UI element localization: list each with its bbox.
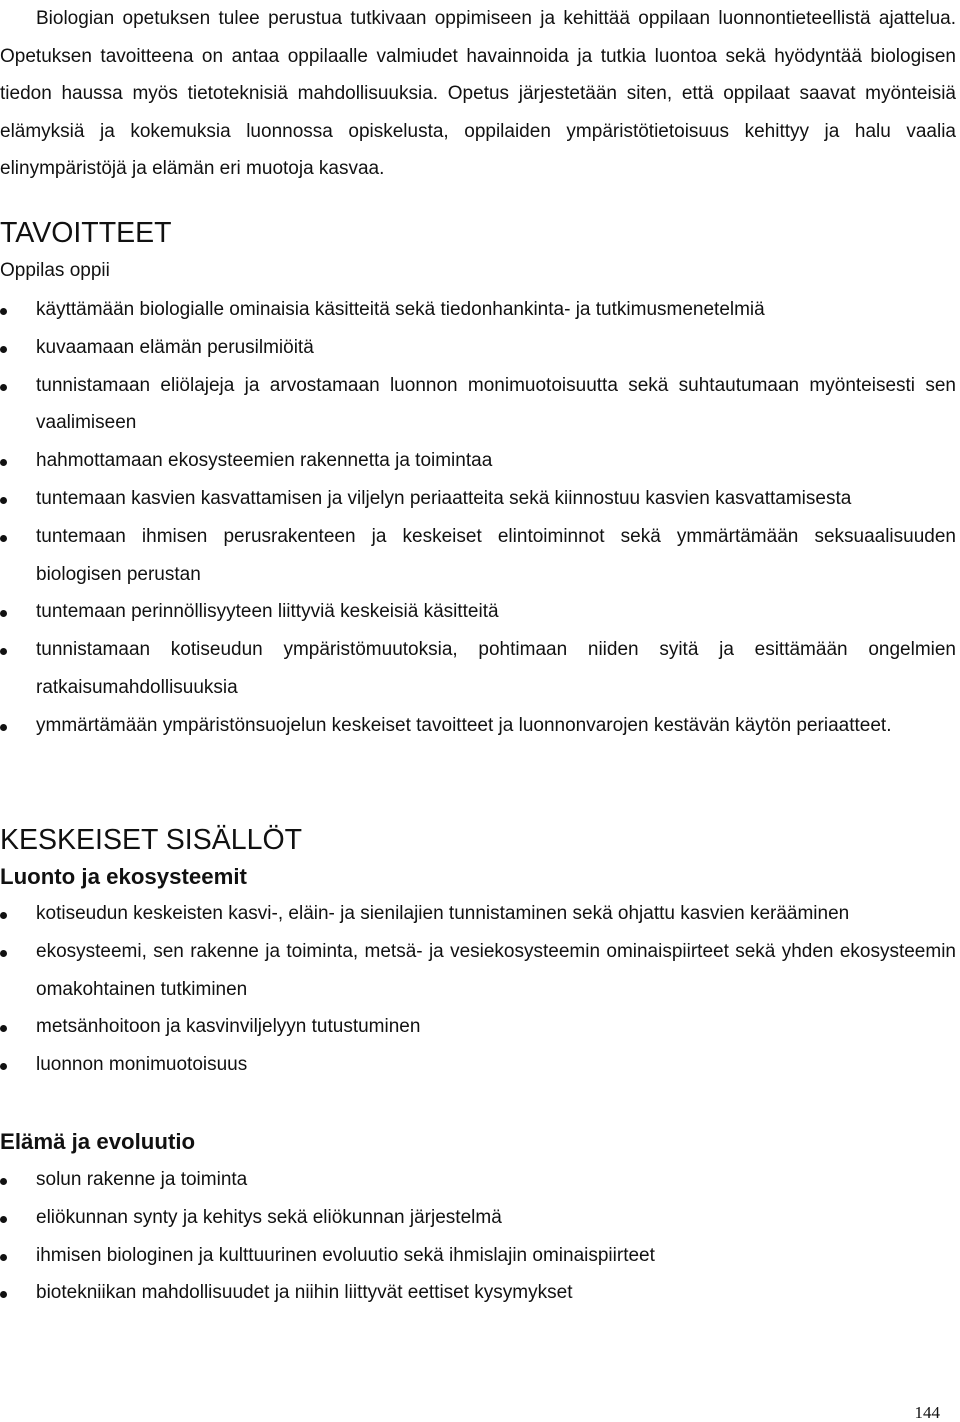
page-number: 144 <box>914 1403 940 1422</box>
bullet-icon <box>0 1216 7 1223</box>
intro-paragraph: Biologian opetuksen tulee perustua tutkivaan oppimiseen ja kehittää oppilaan luonnontieteellistä ajattelua. Opetuksen tavoitteena on antaa oppilaalle valmiudet havainnoida ja tutkia luontoa sekä hyödyntää biologisen tiedon haussa myös tietoteknisiä mahdollisuuksia. Opetus järjestetään siten, että oppilaat saavat myönteisiä elämyksiä ja kokemuksia luonnossa opiskelusta, oppilaiden ympäristötietoisuus kehittyy ja halu vaalia elinympäristöjä ja elämän eri muotoja kasvaa. <box>0 8 956 180</box>
list-item: ymmärtämään ympäristönsuojelun keskeiset tavoitteet ja luonnonvarojen kestävän käytön periaatteet. <box>0 707 956 745</box>
bullet-icon <box>0 724 7 731</box>
evolution-list <box>0 1161 956 1312</box>
list-item: ihmisen biologinen ja kulttuurinen evoluutio sekä ihmislajin ominaispiirteet <box>0 1237 956 1275</box>
list-item: kotiseudun keskeisten kasvi-, eläin- ja sienilajien tunnistaminen sekä ohjattu kasvien kerääminen <box>0 895 956 933</box>
goals-lead: Oppilas oppii <box>0 260 110 281</box>
contents-heading: KESKEISET SISÄLLÖT <box>0 824 303 856</box>
bullet-icon <box>0 459 7 466</box>
bullet-icon <box>0 384 7 391</box>
bullet-icon <box>0 1063 7 1070</box>
section-title-nature: Luonto ja ekosysteemit <box>0 864 247 889</box>
list-item: tunnistamaan eliölajeja ja arvostamaan luonnon monimuotoisuutta sekä suhtautumaan myönteisesti sen vaalimiseen <box>0 367 956 443</box>
section-title-evolution: Elämä ja evoluutio <box>0 1129 196 1154</box>
list-item: tunnistamaan kotiseudun ympäristömuutoksia, pohtimaan niiden syitä ja esittämään ongelmien ratkaisumahdollisuuksia <box>0 631 956 707</box>
bullet-icon <box>0 1178 7 1185</box>
bullet-icon <box>0 535 7 542</box>
list-item: solun rakenne ja toiminta <box>0 1161 956 1199</box>
bullet-icon <box>0 1291 7 1298</box>
bullet-icon <box>0 308 7 315</box>
bullet-icon <box>0 950 7 957</box>
list-item: luonnon monimuotoisuus <box>0 1046 956 1084</box>
list-item: kuvaamaan elämän perusilmiöitä <box>0 329 956 367</box>
nature-list <box>0 895 956 1084</box>
bullet-icon <box>0 497 7 504</box>
list-item: metsänhoitoon ja kasvinviljelyyn tutustuminen <box>0 1008 956 1046</box>
list-item: tuntemaan ihmisen perusrakenteen ja keskeiset elintoiminnot sekä ymmärtämään seksuaalisuuden biologisen perustan <box>0 518 956 594</box>
list-item: ekosysteemi, sen rakenne ja toiminta, metsä- ja vesiekosysteemin ominaispiirteet sekä yhden ekosysteemin omakohtainen tutkiminen <box>0 933 956 1009</box>
bullet-icon <box>0 1025 7 1032</box>
bullet-icon <box>0 648 7 655</box>
goals-heading: TAVOITTEET <box>0 217 172 249</box>
list-item: käyttämään biologialle ominaisia käsitteitä sekä tiedonhankinta- ja tutkimusmenetelmiä <box>0 291 956 329</box>
bullet-icon <box>0 610 7 617</box>
list-item: hahmottamaan ekosysteemien rakennetta ja toimintaa <box>0 442 956 480</box>
bullet-icon <box>0 912 7 919</box>
goals-list <box>0 291 956 745</box>
list-item: biotekniikan mahdollisuudet ja niihin liittyvät eettiset kysymykset <box>0 1274 956 1312</box>
list-item: eliökunnan synty ja kehitys sekä eliökunnan järjestelmä <box>0 1199 956 1237</box>
list-item: tuntemaan perinnöllisyyteen liittyviä keskeisiä käsitteitä <box>0 593 956 631</box>
list-item: tuntemaan kasvien kasvattamisen ja viljelyn periaatteita sekä kiinnostuu kasvien kasvattamisesta <box>0 480 956 518</box>
bullet-icon <box>0 346 7 353</box>
bullet-icon <box>0 1254 7 1261</box>
